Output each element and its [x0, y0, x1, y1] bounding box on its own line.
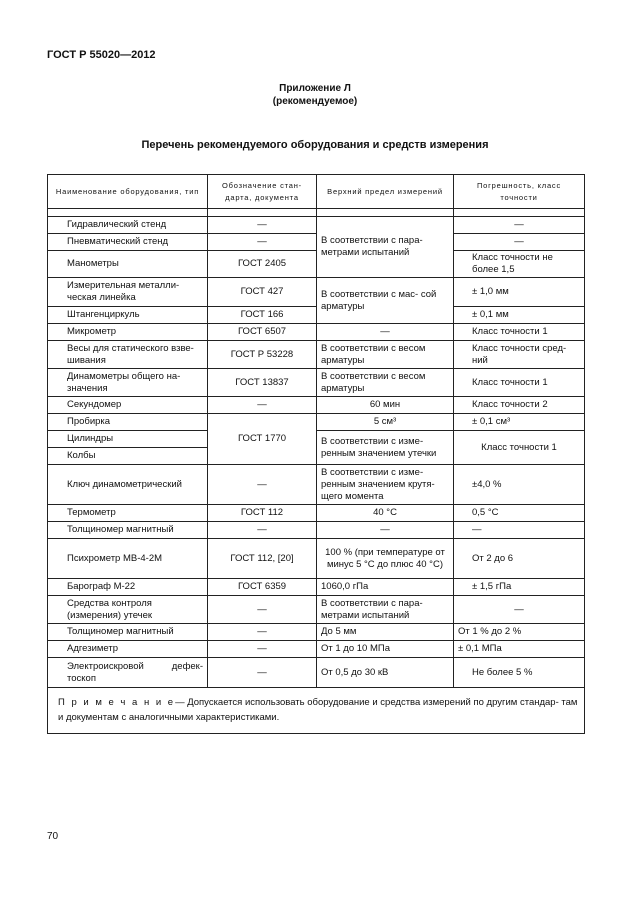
table-spacer-row — [48, 209, 585, 217]
table-row — [48, 251, 585, 278]
cell-limit: До 5 мм — [317, 624, 454, 641]
cell-limit: От 1 до 10 МПа — [317, 641, 454, 658]
table-row — [48, 624, 585, 641]
table-note — [48, 688, 585, 734]
cell-limit: — — [317, 522, 454, 539]
appendix-subtitle: (рекомендуемое) — [272, 96, 358, 107]
cell-accuracy: Не более 5 % — [454, 658, 585, 688]
cell-name: Весы для статического взве- шивания — [48, 341, 208, 369]
cell-accuracy: ± 1,5 гПа — [454, 579, 585, 596]
cell-limit: В соответствии с пара- метрами испытаний — [317, 217, 454, 278]
cell-name: Пневматический стенд — [48, 234, 208, 251]
cell-name: Динамометры общего на- значения — [48, 369, 208, 397]
header-accuracy: Погрешность, класс точности — [454, 175, 585, 209]
cell-standard: — — [208, 465, 317, 505]
cell-name: Колбы — [48, 448, 208, 465]
cell-standard: ГОСТ 13837 — [208, 369, 317, 397]
cell-standard: — — [208, 397, 317, 414]
cell-accuracy: Класс точности сред- ний — [454, 341, 585, 369]
cell-accuracy: Класс точности 2 — [454, 397, 585, 414]
cell-accuracy: — — [454, 234, 585, 251]
cell-accuracy: От 2 до 6 — [454, 539, 585, 579]
cell-accuracy: Класс точности не более 1,5 — [454, 251, 585, 278]
cell-name: Адгезиметр — [48, 641, 208, 658]
cell-accuracy: 0,5 °С — [454, 505, 585, 522]
table-row — [48, 324, 585, 341]
cell-standard: ГОСТ 427 — [208, 278, 317, 307]
table-row — [48, 641, 585, 658]
appendix-title: Приложение Л — [279, 83, 351, 94]
cell-standard: — — [208, 217, 317, 234]
cell-name: Пробирка — [48, 414, 208, 431]
cell-limit: В соответствии с изме- ренным значением крутя- щего момента — [317, 465, 454, 505]
page-number: 70 — [47, 831, 59, 842]
cell-limit: 100 % (при температуре от минус 5 °С до плюс 40 °С) — [317, 539, 454, 579]
cell-standard: ГОСТ 112 — [208, 505, 317, 522]
cell-name: Цилиндры — [48, 431, 208, 448]
cell-name: Психрометр МВ-4-2М — [48, 539, 208, 579]
cell-standard: ГОСТ 6359 — [208, 579, 317, 596]
table-row — [48, 465, 585, 505]
cell-limit: В соответствии с весом арматуры — [317, 341, 454, 369]
cell-name: Электроискровой дефек- тоскоп — [48, 658, 208, 688]
cell-limit: 40 °С — [317, 505, 454, 522]
cell-name: Термометр — [48, 505, 208, 522]
cell-limit: — — [317, 324, 454, 341]
header-name: Наименование оборудования, тип — [48, 175, 208, 209]
cell-standard: — — [208, 658, 317, 688]
cell-accuracy: — — [454, 522, 585, 539]
cell-standard: — — [208, 624, 317, 641]
note-text: — Допускается использовать оборудование и средства измерений по другим стандар- там и документам с аналогичными характеристиками. — [58, 696, 578, 723]
cell-name: Микрометр — [48, 324, 208, 341]
cell-standard: — — [208, 641, 317, 658]
equipment-table — [47, 174, 585, 734]
cell-accuracy: Класс точности 1 — [454, 431, 585, 465]
cell-standard: ГОСТ 166 — [208, 307, 317, 324]
table-row — [48, 369, 585, 397]
standard-header: ГОСТ Р 55020—2012 — [47, 49, 156, 61]
table-row — [48, 431, 585, 448]
table-note-row — [48, 688, 585, 734]
cell-accuracy: Класс точности 1 — [454, 369, 585, 397]
table-row — [48, 341, 585, 369]
cell-name: Барограф М-22 — [48, 579, 208, 596]
cell-name: Измерительная металли- ческая линейка — [48, 278, 208, 307]
cell-name: Ключ динамометрический — [48, 465, 208, 505]
table-header-row — [48, 175, 585, 209]
cell-accuracy: Класс точности 1 — [454, 324, 585, 341]
cell-limit: От 0,5 до 30 кВ — [317, 658, 454, 688]
cell-accuracy: ± 0,1 МПа — [454, 641, 585, 658]
cell-accuracy: — — [454, 596, 585, 624]
table-row — [48, 397, 585, 414]
cell-name: Гидравлический стенд — [48, 217, 208, 234]
cell-limit: 5 см³ — [317, 414, 454, 431]
cell-standard: ГОСТ Р 53228 — [208, 341, 317, 369]
document-title: Перечень рекомендуемого оборудования и средств измерения — [141, 139, 489, 151]
table-row — [48, 217, 585, 234]
cell-limit: В соответствии с пара- метрами испытаний — [317, 596, 454, 624]
note-label: П р и м е ч а н и е — [58, 696, 176, 708]
cell-name: Штангенциркуль — [48, 307, 208, 324]
cell-accuracy: ±4,0 % — [454, 465, 585, 505]
cell-accuracy: ± 0,1 см³ — [454, 414, 585, 431]
cell-limit: В соответствии с мас- сой арматуры — [317, 278, 454, 324]
table-row — [48, 414, 585, 431]
table-row — [48, 539, 585, 579]
cell-name: Манометры — [48, 251, 208, 278]
cell-name: Средства контроля (измерения) утечек — [48, 596, 208, 624]
cell-limit: 60 мин — [317, 397, 454, 414]
table-row — [48, 307, 585, 324]
cell-accuracy: ± 0,1 мм — [454, 307, 585, 324]
cell-standard: — — [208, 596, 317, 624]
cell-standard: ГОСТ 6507 — [208, 324, 317, 341]
table-row — [48, 596, 585, 624]
table-row — [48, 522, 585, 539]
table-row — [48, 658, 585, 688]
cell-limit: В соответствии с изме- ренным значением утечки — [317, 431, 454, 465]
cell-limit: В соответствии с весом арматуры — [317, 369, 454, 397]
cell-standard: ГОСТ 112, [20] — [208, 539, 317, 579]
header-upper-limit: Верхний предел измерений — [317, 175, 454, 209]
cell-accuracy: От 1 % до 2 % — [454, 624, 585, 641]
cell-name: Толщиномер магнитный — [48, 522, 208, 539]
header-standard: Обозначение стан- дарта, документа — [208, 175, 317, 209]
cell-accuracy: — — [454, 217, 585, 234]
cell-accuracy: ± 1,0 мм — [454, 278, 585, 307]
cell-standard: ГОСТ 2405 — [208, 251, 317, 278]
cell-standard: — — [208, 234, 317, 251]
cell-limit: 1060,0 гПа — [317, 579, 454, 596]
cell-standard: — — [208, 522, 317, 539]
table-row — [48, 505, 585, 522]
table-row — [48, 579, 585, 596]
cell-standard: ГОСТ 1770 — [208, 414, 317, 465]
table-row — [48, 278, 585, 307]
cell-name: Секундомер — [48, 397, 208, 414]
table-row — [48, 234, 585, 251]
cell-name: Толщиномер магнитный — [48, 624, 208, 641]
